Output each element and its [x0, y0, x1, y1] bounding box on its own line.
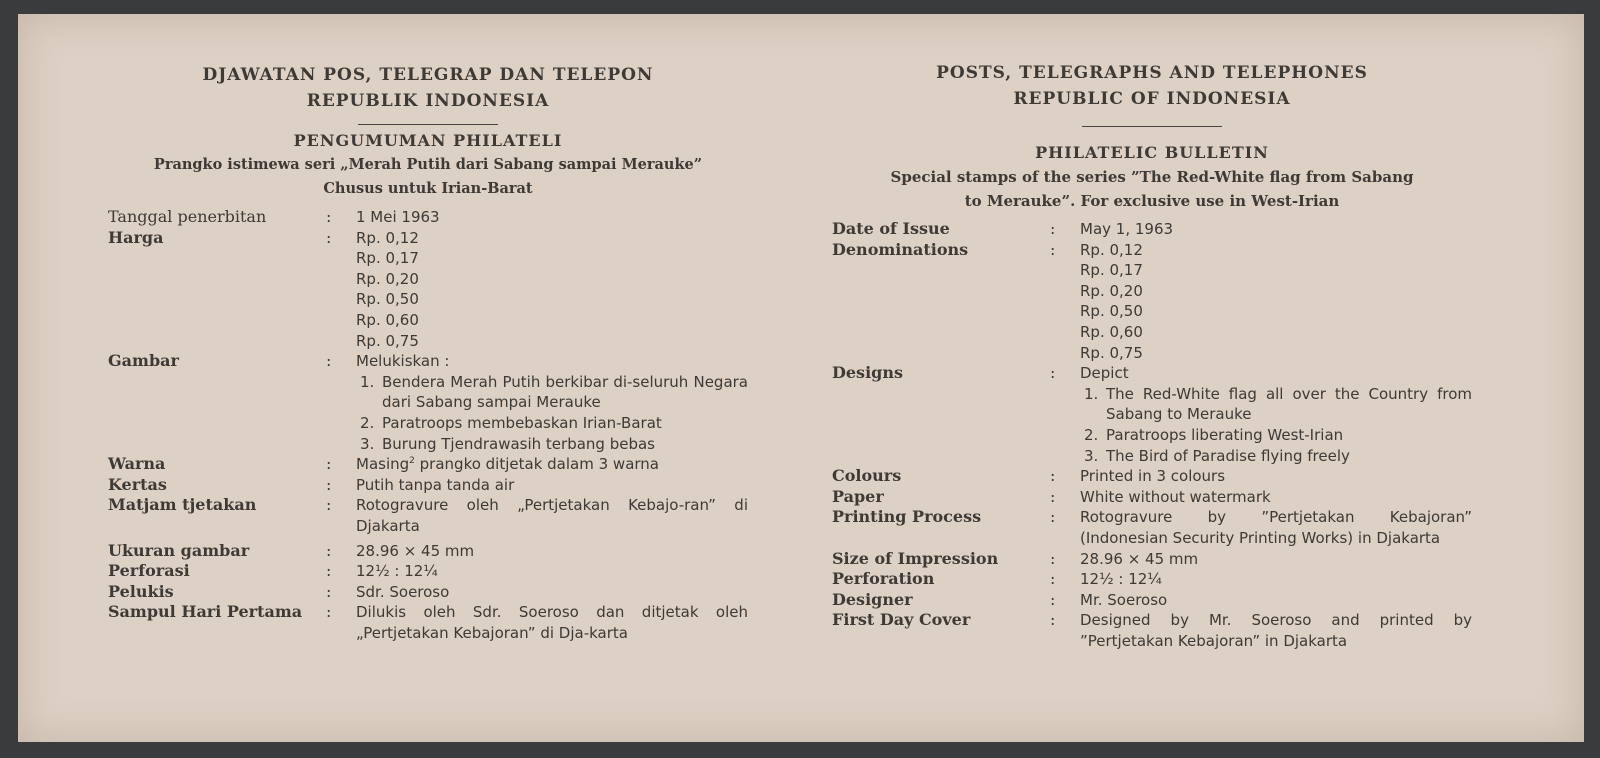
- label-issue-date: Date of Issue: [832, 219, 950, 238]
- row-colour: [832, 466, 1472, 487]
- colon: :: [326, 540, 332, 560]
- denomination-value: Rp. 0,60: [1080, 322, 1143, 341]
- price-value: Rp. 0,12: [356, 228, 419, 247]
- value-paper: Putih tanpa tanda air: [356, 475, 515, 494]
- colon: :: [1050, 548, 1056, 568]
- value-denominations-list: [1080, 240, 1472, 364]
- value-size: 28.96 × 45 mm: [1080, 549, 1199, 568]
- row-fdc: [108, 602, 748, 643]
- design-item: [1080, 446, 1472, 467]
- label-designer: Pelukis: [108, 581, 174, 601]
- label-colour: Colours: [832, 466, 902, 486]
- value-printing: Rotogravure by ”Pertjetakan Kebajoran” (Indonesian Security Printing Works) in Djakarta: [1080, 508, 1472, 547]
- label-perforation: Perforation: [832, 569, 935, 589]
- row-paper: [832, 487, 1472, 508]
- label-design: Designs: [832, 363, 903, 383]
- value-colour: Printed in 3 colours: [1080, 467, 1226, 486]
- label-issue-date: Tanggal penerbitan: [108, 207, 267, 226]
- row-issue-date: [832, 219, 1472, 240]
- price-value: Rp. 0,17: [356, 249, 419, 268]
- label-size: Size of Impression: [832, 548, 999, 568]
- colon: :: [1050, 507, 1056, 527]
- divider-rule: [1082, 126, 1222, 127]
- value-perforation: 12½ : 12¼: [1080, 570, 1162, 589]
- value-size: 28.96 × 45 mm: [356, 541, 475, 560]
- design-item-number: 3.: [360, 434, 375, 453]
- label-printing: Matjam tjetakan: [108, 495, 257, 515]
- colour-superscript: 2: [409, 456, 415, 467]
- colon: :: [326, 227, 332, 247]
- colon: :: [326, 561, 332, 581]
- design-item-number: 3.: [1084, 446, 1099, 465]
- indonesian-column: [108, 14, 748, 643]
- design-item-text: Paratroops liberating West-Irian: [1106, 425, 1344, 444]
- row-colour: [108, 454, 748, 475]
- label-perforation: Perforasi: [108, 561, 190, 581]
- colon: :: [1050, 239, 1056, 259]
- divider-rule: [358, 124, 498, 125]
- design-item-number: 2.: [1084, 425, 1099, 444]
- colour-text-pre: Masing: [356, 455, 410, 474]
- bulletin-sheet: [18, 14, 1584, 742]
- label-size: Ukuran gambar: [108, 540, 250, 560]
- design-item-text: The Red-White flag all over the Country from Sabang to Merauke: [1106, 384, 1472, 424]
- colon: :: [1050, 486, 1056, 506]
- colon: :: [326, 495, 332, 515]
- price-value: Rp. 0,20: [356, 269, 419, 288]
- value-issue-date: 1 Mei 1963: [356, 208, 440, 226]
- denomination-value: Rp. 0,12: [1080, 240, 1143, 259]
- denomination-value: Rp. 0,50: [1080, 302, 1143, 321]
- row-design: [108, 351, 748, 454]
- value-designer: Sdr. Soeroso: [356, 582, 450, 601]
- bulletin-title: PENGUMUMAN PHILATELI: [293, 131, 563, 150]
- label-fdc: First Day Cover: [832, 610, 971, 630]
- row-design: [832, 363, 1472, 466]
- label-design: Gambar: [108, 351, 179, 371]
- value-designer: Mr. Soeroso: [1080, 590, 1168, 609]
- agency-header: [108, 62, 748, 114]
- denomination-value: Rp. 0,17: [1080, 261, 1143, 280]
- row-fdc: [832, 610, 1472, 651]
- agency-header: [832, 60, 1472, 112]
- design-item-number: 2.: [360, 413, 375, 432]
- bulletin-title: PHILATELIC BULLETIN: [1035, 143, 1269, 162]
- value-design: [1080, 363, 1472, 466]
- colon: :: [326, 581, 332, 601]
- subtitle-line-2: Chusus untuk Irian-Barat: [323, 180, 533, 197]
- price-value: Rp. 0,75: [356, 331, 419, 350]
- label-fdc: Sampul Hari Pertama: [108, 602, 303, 622]
- value-price-list: [356, 228, 748, 352]
- colon: :: [1050, 466, 1056, 486]
- colon: :: [1050, 363, 1056, 383]
- design-item-text: Paratroops membebaskan Irian-Barat: [382, 413, 662, 432]
- value-design: [356, 351, 748, 454]
- colon: :: [326, 474, 332, 494]
- label-denominations: Denominations: [832, 239, 969, 259]
- english-column: [832, 14, 1472, 651]
- price-value: Rp. 0,60: [356, 310, 419, 329]
- subtitle-line-2: to Merauke”. For exclusive use in West-Irian: [964, 192, 1340, 210]
- design-item-text: Bendera Merah Putih berkibar di-seluruh Negara dari Sabang sampai Merauke: [382, 372, 748, 412]
- colour-text-post: prangko ditjetak dalam 3 warna: [414, 455, 659, 474]
- row-designer: [108, 582, 748, 603]
- value-colour: [356, 454, 748, 475]
- denomination-value: Rp. 0,75: [1080, 343, 1143, 362]
- row-issue-date: [108, 207, 748, 228]
- colon: :: [1050, 589, 1056, 609]
- row-size: [108, 541, 748, 562]
- colon: :: [1050, 569, 1056, 589]
- design-intro: Melukiskan :: [356, 352, 450, 371]
- colon: :: [326, 351, 332, 371]
- republic-name: REPUBLIC OF INDONESIA: [1013, 89, 1291, 109]
- design-item-number: 1.: [1084, 384, 1099, 403]
- value-fdc: Designed by Mr. Soeroso and printed by ”Pertjetakan Kebajoran” in Djakarta: [1080, 611, 1472, 650]
- agency-name: POSTS, TELEGRAPHS AND TELEPHONES: [936, 63, 1368, 83]
- design-item: [356, 372, 748, 413]
- value-perforation: 12½ : 12¼: [356, 562, 438, 581]
- series-subtitle: [832, 165, 1472, 213]
- agency-name: DJAWATAN POS, TELEGRAP DAN TELEPON: [202, 65, 654, 85]
- colon: :: [1050, 610, 1056, 630]
- value-printing: Rotogravure oleh „Pertjetakan Kebajo-ran” di Djakarta: [356, 496, 748, 535]
- subtitle-line-1: Special stamps of the series ”The Red-White flag from Sabang: [890, 168, 1414, 186]
- design-item-number: 1.: [360, 372, 375, 391]
- design-item: [1080, 425, 1472, 446]
- price-value: Rp. 0,50: [356, 290, 419, 309]
- row-size: [832, 549, 1472, 570]
- design-item: [356, 434, 748, 455]
- value-fdc: Dilukis oleh Sdr. Soeroso dan ditjetak oleh „Pertjetakan Kebajoran” di Dja-karta: [356, 603, 748, 642]
- design-item-text: The Bird of Paradise flying freely: [1106, 446, 1350, 465]
- row-printing: [108, 495, 748, 536]
- row-denominations: [832, 240, 1472, 364]
- republic-name: REPUBLIK INDONESIA: [306, 91, 550, 111]
- label-designer: Designer: [832, 589, 913, 609]
- value-issue-date: May 1, 1963: [1080, 220, 1174, 238]
- colon: :: [326, 602, 332, 622]
- denomination-value: Rp. 0,20: [1080, 281, 1143, 300]
- design-item: [356, 413, 748, 434]
- row-printing: [832, 507, 1472, 548]
- label-price: Harga: [108, 227, 164, 247]
- row-perforation: [832, 569, 1472, 590]
- design-item-text: Burung Tjendrawasih terbang bebas: [382, 434, 655, 453]
- label-printing: Printing Process: [832, 507, 982, 527]
- value-paper: White without watermark: [1080, 487, 1271, 506]
- label-colour: Warna: [108, 454, 166, 474]
- series-subtitle: [108, 153, 748, 201]
- row-paper: [108, 475, 748, 496]
- design-intro: Depict: [1080, 364, 1129, 383]
- details-list: [832, 219, 1472, 651]
- details-list: [108, 207, 748, 643]
- colon: :: [326, 454, 332, 474]
- row-price: [108, 228, 748, 352]
- row-perforation: [108, 561, 748, 582]
- colon: :: [1050, 219, 1056, 238]
- label-paper: Paper: [832, 486, 884, 506]
- row-designer: [832, 590, 1472, 611]
- design-item: [1080, 384, 1472, 425]
- subtitle-line-1: Prangko istimewa seri „Merah Putih dari Sabang sampai Merauke”: [153, 156, 703, 173]
- colon: :: [326, 207, 332, 226]
- label-paper: Kertas: [108, 474, 167, 494]
